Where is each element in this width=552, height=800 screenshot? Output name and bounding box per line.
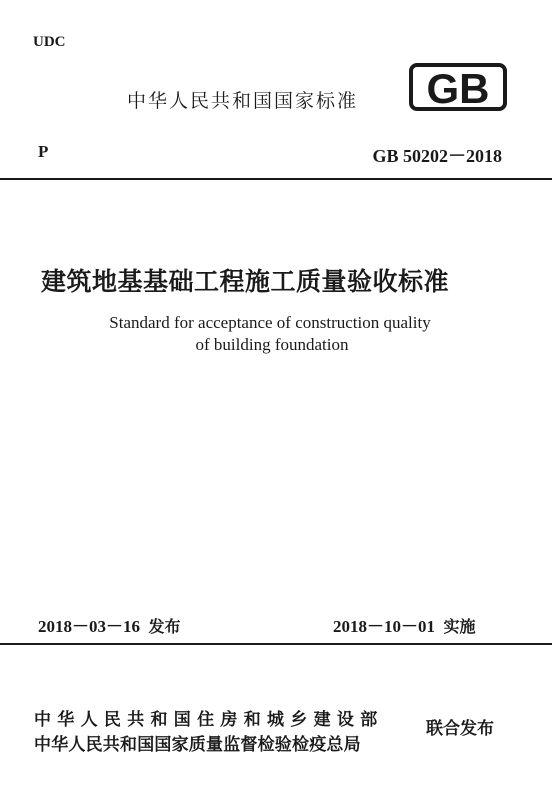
english-title-line2: of building foundation <box>195 335 349 354</box>
implement-date-block <box>333 612 476 637</box>
implement-date: 2018－10－01 <box>333 617 435 636</box>
implement-label: 实施 <box>443 617 476 636</box>
joint-issue-label: 联合发布 <box>426 719 494 739</box>
issuer-ministry-housing: 中华人民共和国住房和城乡建设部 <box>34 710 384 730</box>
english-title <box>0 312 552 356</box>
english-title-line1: Standard for acceptance of construction quality <box>109 313 431 332</box>
issue-date: 2018－03－16 <box>38 617 140 636</box>
udc-label: UDC <box>33 34 66 50</box>
bottom-divider <box>0 643 552 645</box>
issue-date-block <box>38 612 181 637</box>
gb-logo-text: GB <box>426 65 490 112</box>
standard-number: GB 50202－2018 <box>372 146 502 166</box>
gb-logo <box>408 62 508 112</box>
standard-type-title: 中华人民共和国国家标准 <box>127 90 359 112</box>
top-divider <box>0 178 552 180</box>
issue-label: 发布 <box>148 617 181 636</box>
issuer-quality-administration: 中华人民共和国国家质量监督检验检疫总局 <box>34 735 361 755</box>
chinese-title: 建筑地基基础工程施工质量验收标准 <box>41 267 450 296</box>
category-code: P <box>38 142 49 161</box>
